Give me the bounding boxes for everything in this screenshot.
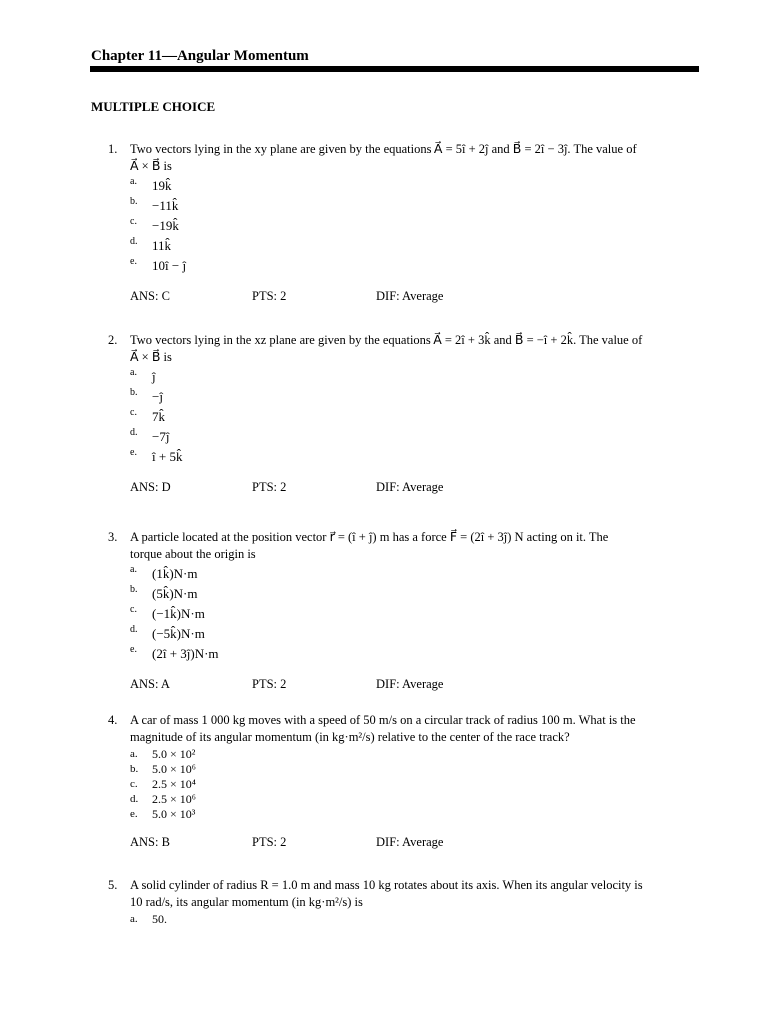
option-letter: d. [130, 793, 139, 805]
options-list [130, 912, 700, 927]
option-letter: b. [130, 387, 138, 398]
option-value: 5.0 × 10⁶ [152, 762, 196, 776]
chapter-title: Chapter 11—Angular Momentum [91, 48, 309, 64]
question-number: 3. [108, 530, 118, 544]
option-letter: c. [130, 216, 137, 227]
option-letter: a. [130, 176, 137, 187]
question-text-line1: A particle located at the position vector r⃗ = (î + ĵ) m has a force F⃗ = (2î + 3ĵ) N acting on it. The [130, 530, 609, 544]
question-3 [108, 529, 700, 694]
question-5 [108, 877, 700, 927]
option-c [130, 407, 700, 427]
option-d [130, 427, 700, 447]
option-value: 50. [152, 912, 167, 926]
options-list [130, 367, 700, 467]
option-letter: c. [130, 604, 137, 615]
option-a [130, 912, 700, 927]
option-value: 2.5 × 10⁴ [152, 777, 196, 791]
option-c [130, 604, 700, 624]
question-text-line2: magnitude of its angular momentum (in kg·m²/s) relative to the center of the race track? [130, 730, 570, 744]
question-number: 1. [108, 142, 118, 156]
option-letter: b. [130, 196, 138, 207]
option-letter: d. [130, 427, 138, 438]
option-letter: e. [130, 256, 137, 267]
option-a [130, 747, 700, 762]
option-value: (5k̂)N·m [152, 586, 198, 601]
question-text-line1: Two vectors lying in the xz plane are given by the equations A⃗ = 2î + 3k̂ and B⃗ = −î + 2k̂. The value of [130, 333, 643, 347]
question-number: 5. [108, 878, 118, 892]
header-rule [90, 66, 699, 72]
option-b [130, 762, 700, 777]
question-text-line2: 10 rad/s, its angular momentum (in kg·m²/s) is [130, 895, 363, 909]
points: PTS: 2 [252, 289, 287, 303]
option-letter: a. [130, 748, 138, 760]
option-b [130, 584, 700, 604]
option-a [130, 367, 700, 387]
question-number: 4. [108, 713, 118, 727]
option-value: −11k̂ [152, 198, 179, 213]
option-letter: a. [130, 564, 137, 575]
option-value: (2î + 3ĵ)N·m [152, 646, 219, 661]
difficulty: DIF: Average [376, 835, 444, 849]
answer-line [130, 479, 700, 497]
option-c [130, 216, 700, 236]
question-text-line2: torque about the origin is [130, 547, 256, 561]
difficulty: DIF: Average [376, 677, 444, 691]
option-letter: e. [130, 644, 137, 655]
option-letter: b. [130, 763, 139, 775]
question-text-line1: A car of mass 1 000 kg moves with a speed of 50 m/s on a circular track of radius 100 m. What is the [130, 713, 636, 727]
option-value: 5.0 × 10³ [152, 807, 196, 821]
question-text-line1: Two vectors lying in the xy plane are given by the equations A⃗ = 5î + 2ĵ and B⃗ = 2î − 3ĵ. The value of [130, 142, 637, 156]
points: PTS: 2 [252, 835, 287, 849]
points: PTS: 2 [252, 677, 287, 691]
option-c [130, 777, 700, 792]
option-b [130, 196, 700, 216]
option-value: −7ĵ [152, 429, 170, 444]
option-value: −19k̂ [152, 218, 179, 233]
points: PTS: 2 [252, 480, 287, 494]
option-value: 7k̂ [152, 409, 165, 424]
option-b [130, 387, 700, 407]
option-letter: a. [130, 913, 138, 925]
answer-key: ANS: A [130, 677, 170, 691]
option-value: 10î − ĵ [152, 258, 187, 273]
option-value: −ĵ [152, 389, 163, 404]
question-text-line1: A solid cylinder of radius R = 1.0 m and mass 10 kg rotates about its axis. When its angular velocity is [130, 878, 643, 892]
question-2 [108, 332, 700, 497]
option-a [130, 176, 700, 196]
option-d [130, 792, 700, 807]
difficulty: DIF: Average [376, 480, 444, 494]
answer-line [130, 834, 700, 852]
answer-line [130, 288, 700, 306]
option-letter: d. [130, 236, 138, 247]
option-value: 5.0 × 10² [152, 747, 196, 761]
option-letter: c. [130, 407, 137, 418]
options-list [130, 747, 700, 822]
option-letter: e. [130, 808, 138, 820]
option-letter: a. [130, 367, 137, 378]
answer-key: ANS: C [130, 289, 170, 303]
section-title: MULTIPLE CHOICE [91, 99, 216, 114]
option-a [130, 564, 700, 584]
question-4 [108, 712, 700, 852]
option-e [130, 256, 700, 276]
option-value: (−1k̂)N·m [152, 606, 205, 621]
option-value: 11k̂ [152, 238, 172, 253]
option-letter: b. [130, 584, 138, 595]
answer-key: ANS: B [130, 835, 170, 849]
options-list [130, 564, 700, 664]
option-e [130, 807, 700, 822]
option-value: (−5k̂)N·m [152, 626, 205, 641]
option-value: (1k̂)N·m [152, 566, 198, 581]
option-value: 2.5 × 10⁶ [152, 792, 196, 806]
option-letter: d. [130, 624, 138, 635]
option-letter: c. [130, 778, 138, 790]
option-letter: e. [130, 447, 137, 458]
option-value: î + 5k̂ [152, 449, 183, 464]
difficulty: DIF: Average [376, 289, 444, 303]
options-list [130, 176, 700, 276]
question-1 [108, 141, 700, 306]
option-value: ĵ [152, 369, 156, 384]
answer-line [130, 676, 700, 694]
answer-key: ANS: D [130, 480, 171, 494]
option-value: 19k̂ [152, 178, 172, 193]
option-e [130, 644, 700, 664]
option-d [130, 624, 700, 644]
option-d [130, 236, 700, 256]
question-text-line2: A⃗ × B⃗ is [130, 350, 172, 364]
question-number: 2. [108, 333, 118, 347]
question-text-line2: A⃗ × B⃗ is [130, 159, 172, 173]
option-e [130, 447, 700, 467]
